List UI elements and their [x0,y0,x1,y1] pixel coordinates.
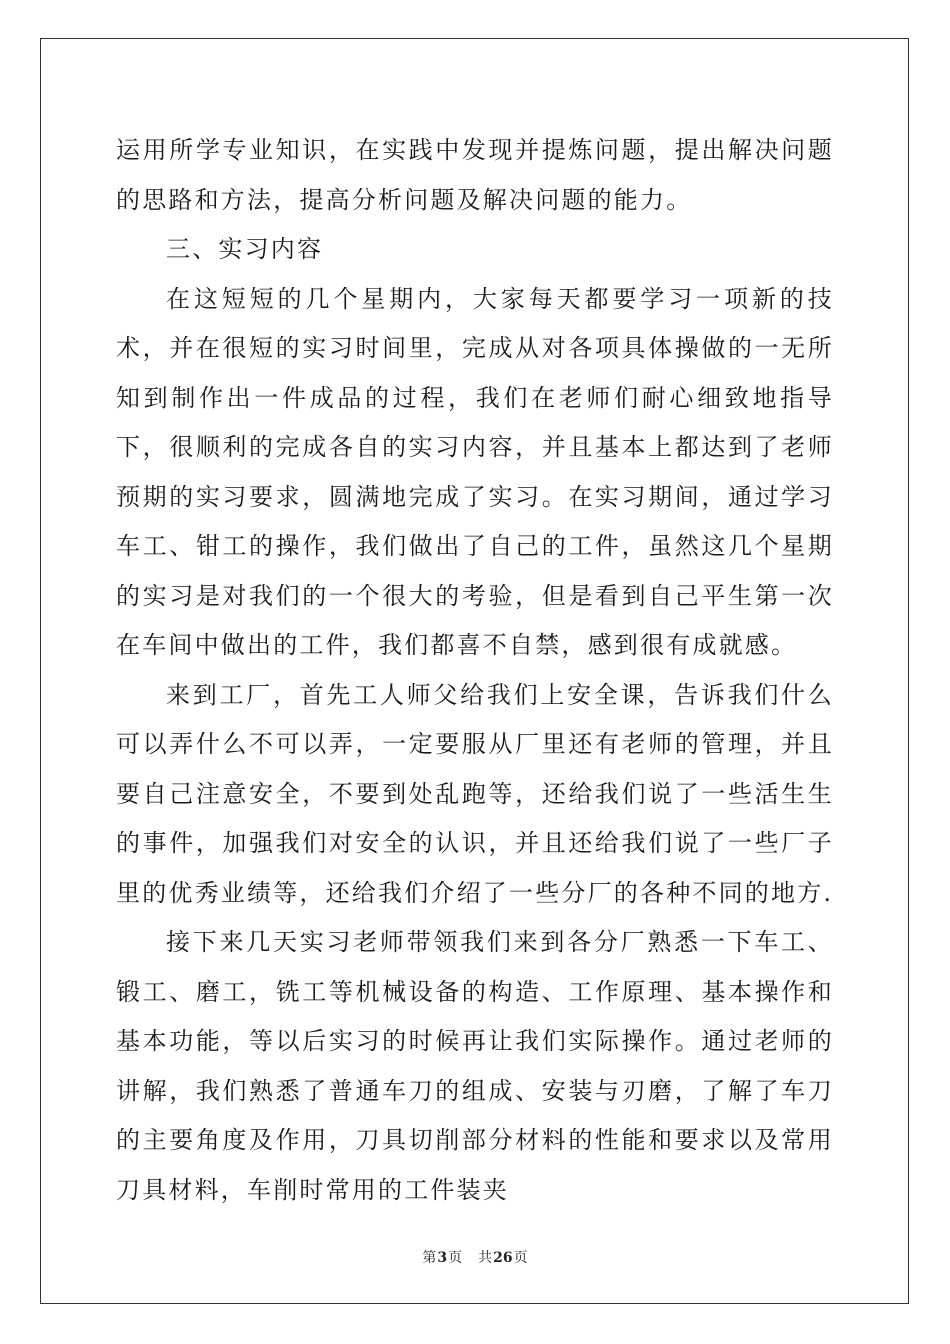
page-number: 3 [437,1250,448,1266]
paragraph-1: 运用所学专业知识，在实践中发现并提炼问题，提出解决问题的思路和方法，提高分析问题及解决问题的能力。 [116,136,834,214]
page-footer [0,1247,950,1267]
page-suffix: 页 [448,1250,463,1266]
paragraph-2: 在这短短的几个星期内，大家每天都要学习一项新的技术，并在很短的实习时间里，完成从对各项具体操做的一无所知到制作出一件成品的过程，我们在老师们耐心细致地指导下，很顺利的完成各自的实习内容，并且基本上都达到了老师预期的实习要求，圆满地完成了实习。在实习期间，通过学习车工、钳工的操作，我们做出了自己的工件，虽然这几个星期的实习是对我们的一个很大的考验，但是看到自己平生第一次在车间中做出的工件，我们都喜不自禁，感到很有成就感。 [116,284,834,659]
paragraph-3: 来到工厂，首先工人师父给我们上安全课，告诉我们什么可以弄什么不可以弄，一定要服从厂里还有老师的管理，并且要自己注意安全，不要到处乱跑等，还给我们说了一些活生生的事件，加强我们对安全的认识，并且还给我们说了一些厂子里的优秀业绩等，还给我们介绍了一些分厂的各种不同的地方. [116,680,834,907]
total-prefix: 共 [478,1250,493,1266]
page-prefix: 第 [422,1250,437,1266]
document-body [116,126,834,1215]
paragraph-4: 接下来几天实习老师带领我们来到各分厂熟悉一下车工、锻工、磨工，铣工等机械设备的构造、工作原理、基本操作和基本功能，等以后实习的时候再让我们实际操作。通过老师的讲解，我们熟悉了普通车刀的组成、安装与刃磨，了解了车刀的主要角度及作用，刀具切削部分材料的性能和要求以及常用刀具材料，车削时常用的工件装夹 [116,928,834,1204]
total-pages: 26 [493,1250,513,1266]
total-suffix: 页 [513,1250,528,1266]
section-heading: 三、实习内容 [166,235,324,263]
